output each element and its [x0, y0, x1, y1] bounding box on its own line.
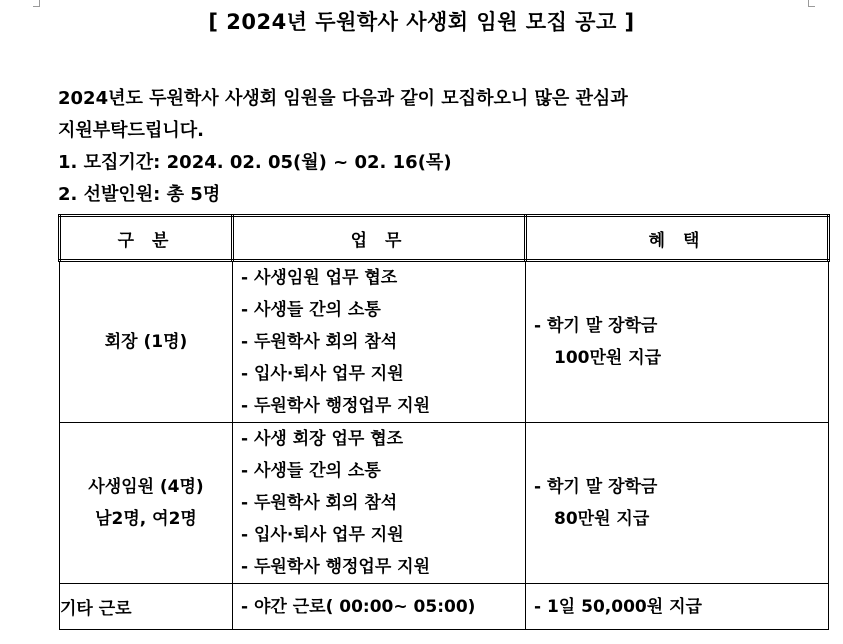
- duty-item: - 두원학사 행정업무 지원: [241, 396, 431, 416]
- duty-item: - 두원학사 행정업무 지원: [241, 557, 431, 577]
- category-label: 사생임원 (4명): [88, 477, 204, 497]
- duty-item: - 사생임원 업무 협조: [241, 268, 398, 288]
- intro-line-1: 2024년도 두원학사 사생회 임원을 다음과 같이 모집하오니 많은 관심과: [58, 88, 628, 109]
- benefit-line: - 1일 50,000원 지급: [534, 596, 702, 617]
- table-row-other-work: [60, 584, 829, 630]
- duties-cell: [233, 584, 526, 630]
- intro-line-2: 지원부탁드립니다.: [58, 120, 204, 141]
- table-row-officers: [60, 423, 829, 584]
- category-cell: [60, 423, 233, 584]
- category-label: 회장 (1명): [104, 332, 188, 352]
- document-title: [ 2024년 두원학사 사생회 임원 모집 공고 ]: [208, 10, 635, 34]
- duty-item: - 두원학사 회의 참석: [241, 493, 398, 513]
- benefit-cell: [526, 584, 829, 630]
- benefit-line: - 학기 말 장학금: [534, 316, 658, 336]
- recruit-table: [58, 214, 830, 630]
- benefit-cell: [526, 261, 829, 423]
- table-header-row: [60, 216, 829, 261]
- table-row-president: [60, 261, 829, 423]
- category-cell: [60, 261, 233, 423]
- duty-item: - 입사·퇴사 업무 지원: [241, 364, 404, 384]
- benefit-amount: 80만원 지급: [554, 509, 650, 529]
- duties-cell: [233, 423, 526, 584]
- duties-cell: [233, 261, 526, 423]
- duty-item: - 두원학사 회의 참석: [241, 332, 398, 352]
- category-sublabel: 남2명, 여2명: [95, 509, 197, 529]
- header-duties: 업 무: [233, 216, 526, 261]
- category-label: 기타 근로: [60, 599, 132, 619]
- header-benefits: 혜 택: [526, 216, 829, 261]
- benefit-amount: 100만원 지급: [554, 348, 662, 368]
- duty-item: - 입사·퇴사 업무 지원: [241, 525, 404, 545]
- duty-item: - 사생들 간의 소통: [241, 300, 381, 320]
- recruit-period: 1. 모집기간: 2024. 02. 05(월) ~ 02. 16(목): [58, 152, 452, 173]
- header-category: 구 분: [60, 216, 233, 261]
- duty-item: - 야간 근로( 00:00~ 05:00): [241, 596, 476, 617]
- recruit-headcount: 2. 선발인원: 총 5명: [58, 184, 221, 205]
- duty-item: - 사생들 간의 소통: [241, 461, 381, 481]
- category-cell: [60, 584, 233, 630]
- duty-item: - 사생 회장 업무 협조: [241, 429, 404, 449]
- benefit-cell: [526, 423, 829, 584]
- benefit-line: - 학기 말 장학금: [534, 477, 658, 497]
